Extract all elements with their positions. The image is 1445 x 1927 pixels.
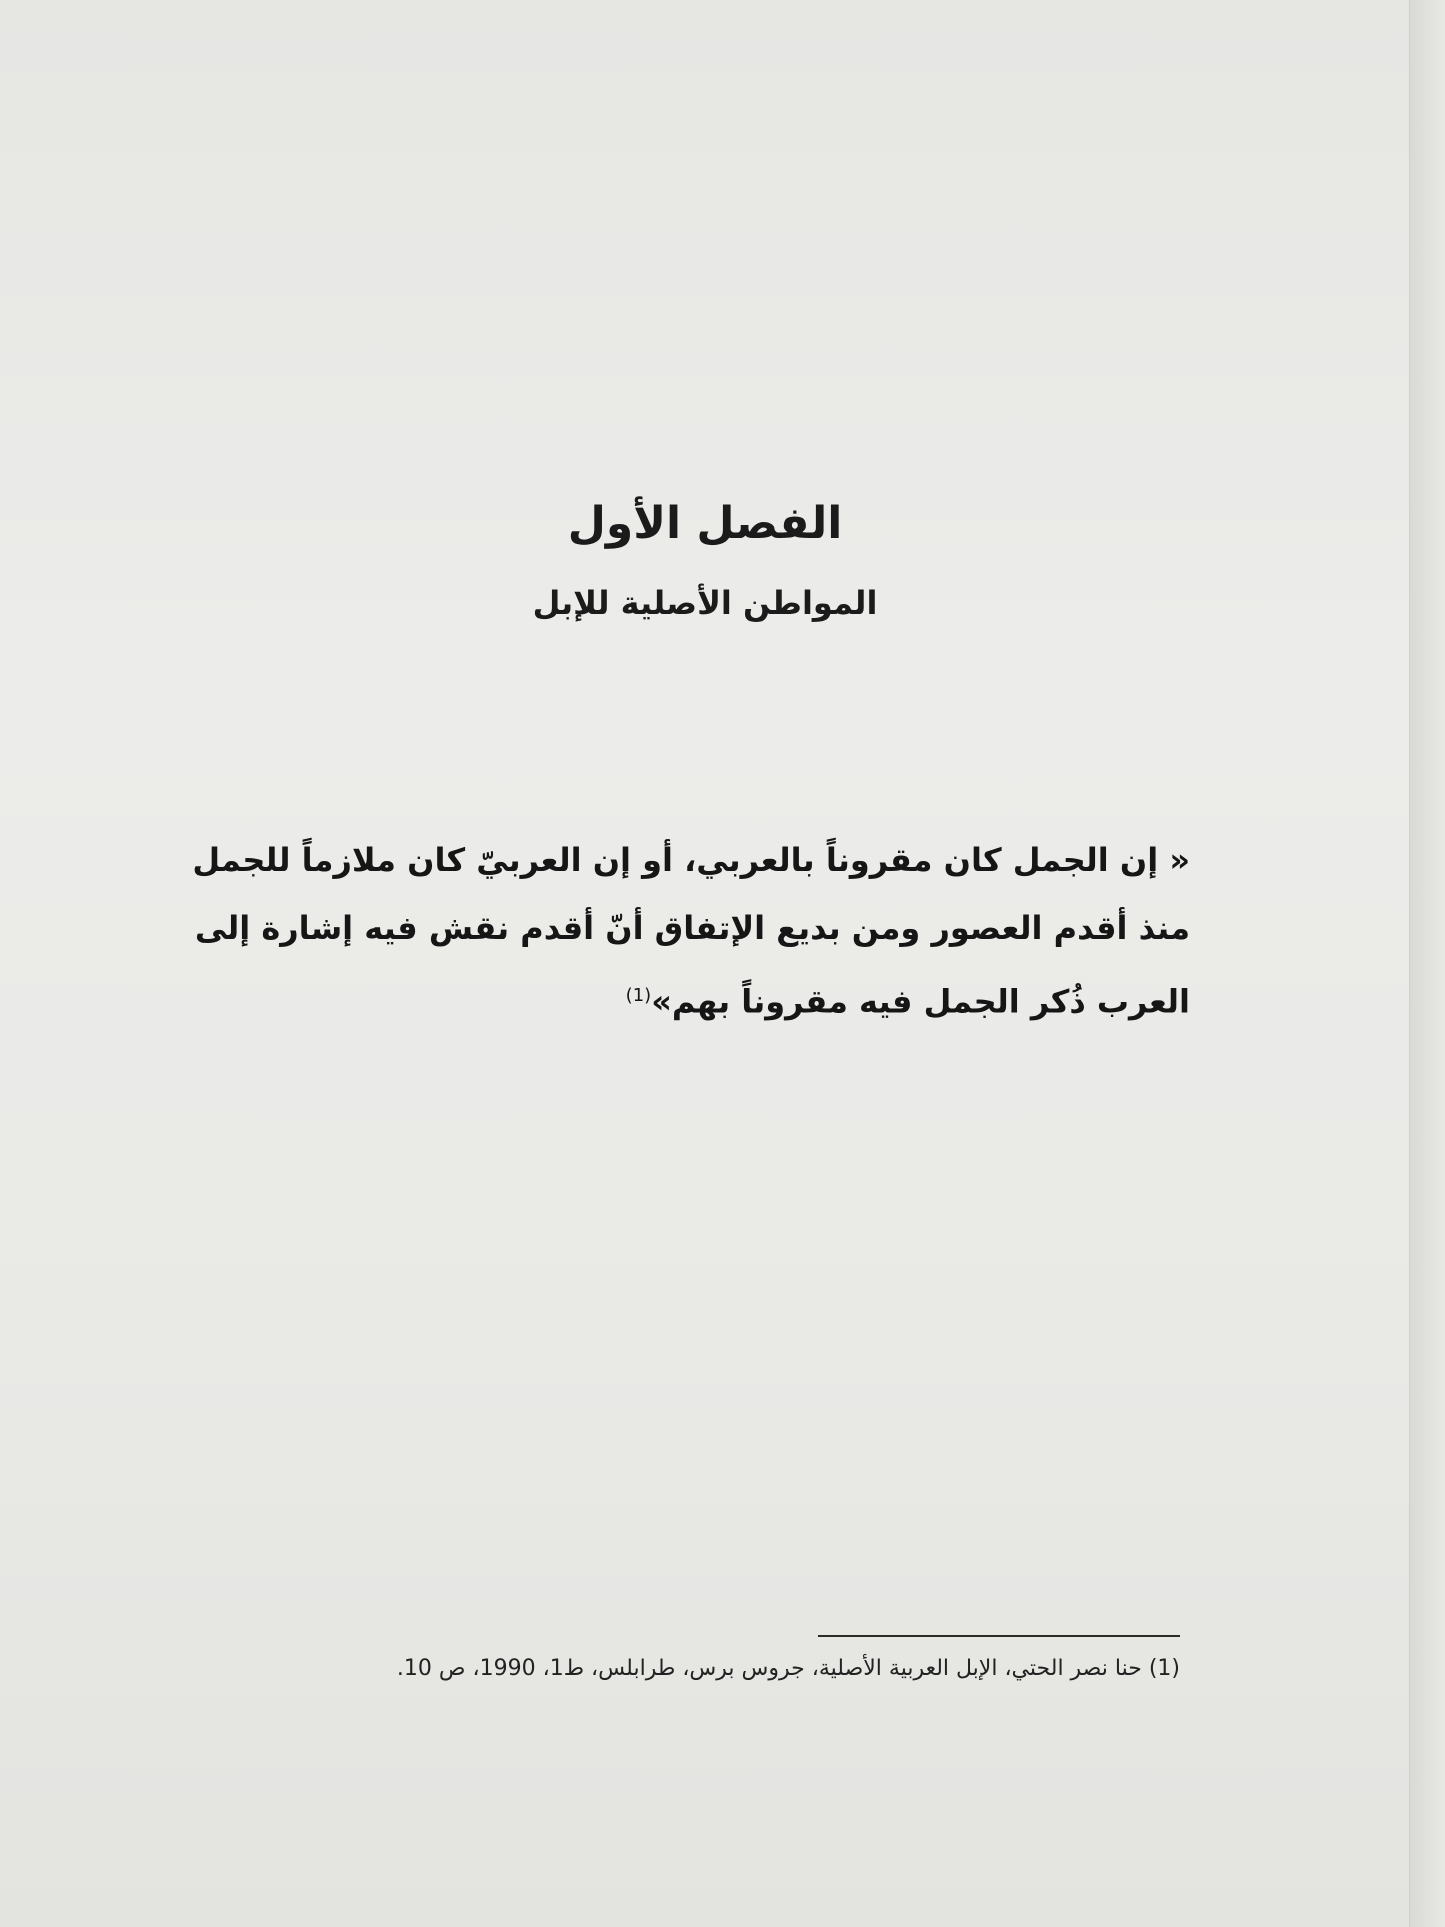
chapter-title: الفصل الأول [567, 498, 843, 549]
quote-line: « إن الجمل كان مقروناً بالعربي، أو إن العربيّ كان ملازماً للجمل [192, 841, 1190, 879]
footnote-reference: (1) [625, 985, 652, 1006]
chapter-subtitle: المواطن الأصلية للإبل [532, 584, 878, 622]
quote-block [180, 826, 1190, 1036]
footnote-divider [818, 1635, 1180, 1637]
quote-line-text: العرب ذُكر الجمل فيه مقروناً بهم» [651, 982, 1190, 1021]
page-edge [1409, 0, 1445, 1927]
footnote: (1) حنا نصر الحتي، الإبل العربية الأصلية، جروس برس، طرابلس، ط1، 1990، ص 10. [396, 1656, 1180, 1681]
quote-line-last [180, 962, 1190, 1036]
quote-line: منذ أقدم العصور ومن بديع الإتفاق أنّ أقدم نقش فيه إشارة إلى [194, 909, 1190, 947]
